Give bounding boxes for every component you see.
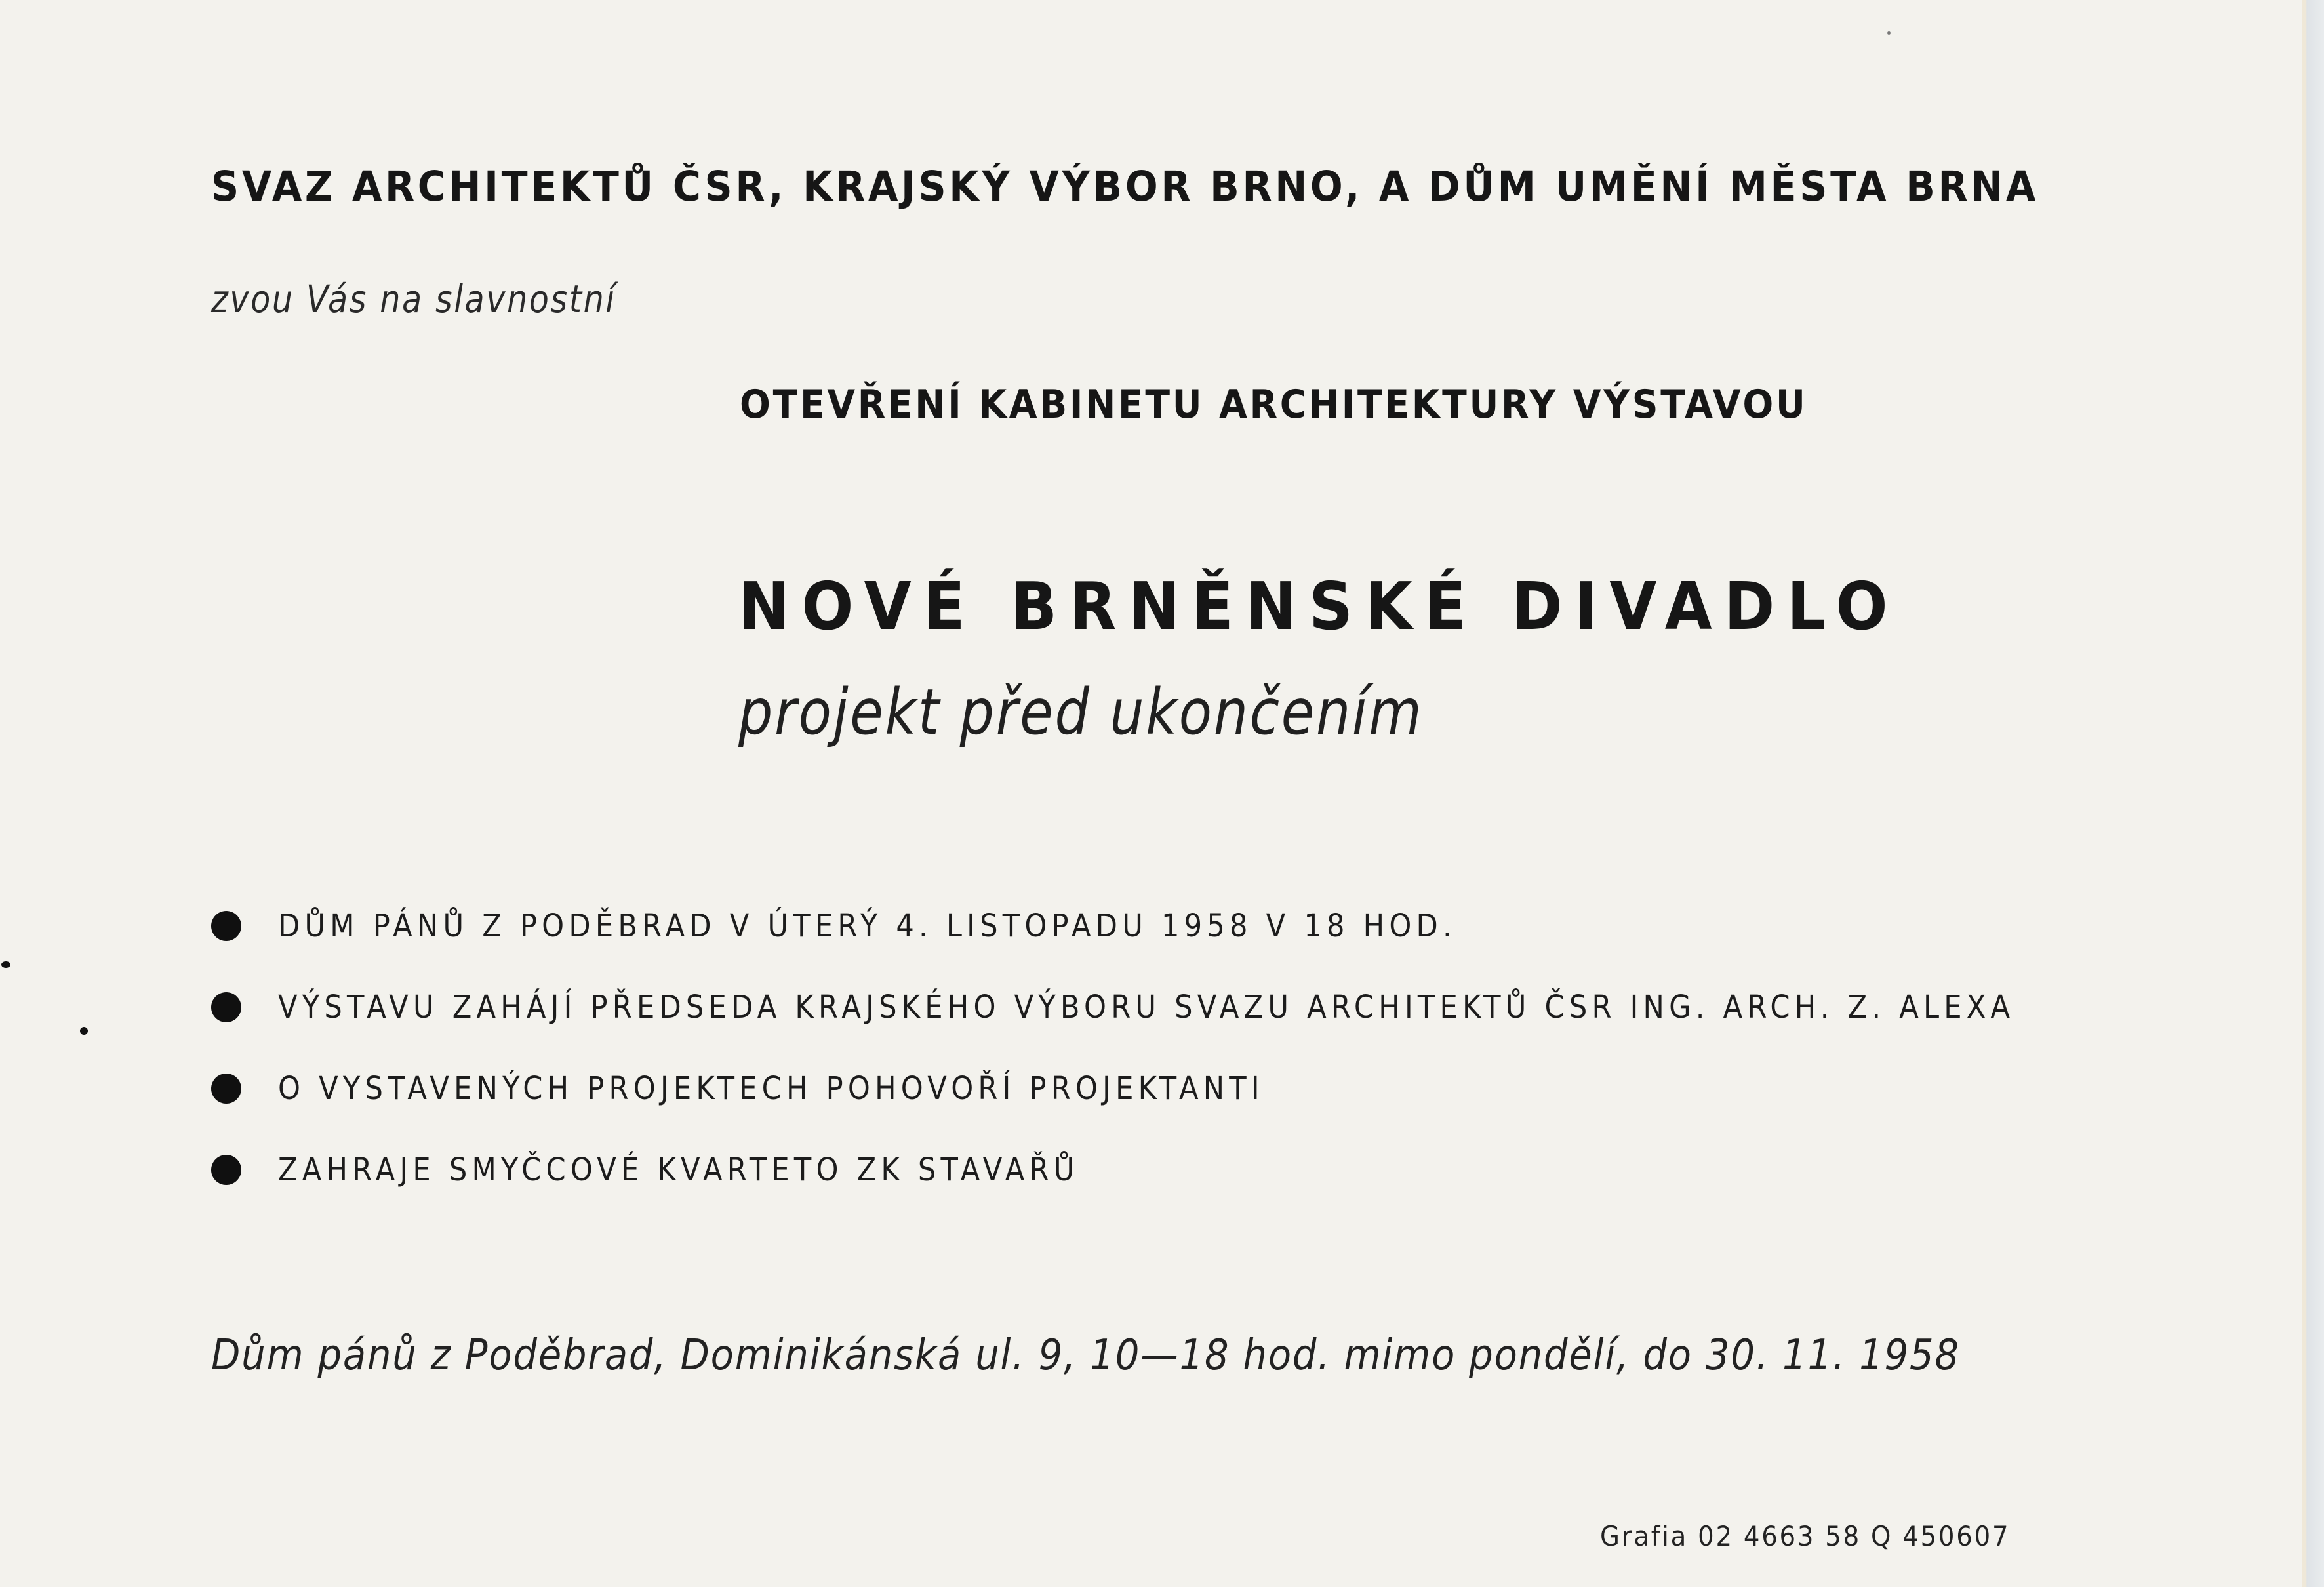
ink-speck (1887, 31, 1891, 35)
program-item (211, 885, 2208, 967)
exhibition-title: NOVÉ BRNĚNSKÉ DIVADLO (738, 568, 1900, 645)
bullet-dot-icon (211, 1074, 241, 1104)
ink-speck (1, 961, 10, 968)
bullet-dot-icon (211, 1155, 241, 1185)
program-item-text: VÝSTAVU ZAHÁJÍ PŘEDSEDA KRAJSKÉHO VÝBORU SVAZU ARCHITEKTŮ ČSR ING. ARCH. Z. ALEXA (278, 989, 2015, 1026)
program-item (211, 1129, 2208, 1211)
program-item-text: ZAHRAJE SMYČCOVÉ KVARTETO ZK STAVAŘŮ (278, 1152, 1079, 1188)
program-list (211, 885, 2208, 1211)
program-item-text: O VYSTAVENÝCH PROJEKTECH POHOVOŘÍ PROJEKTANTI (278, 1070, 1264, 1107)
invite-line: zvou Vás na slavnostní (211, 277, 616, 321)
exhibition-subtitle: projekt před ukončením (738, 675, 1424, 749)
organizers-header: SVAZ ARCHITEKTŮ ČSR, KRAJSKÝ VÝBOR BRNO, A DŮM UMĚNÍ MĚSTA BRNA (211, 163, 2039, 211)
program-item (211, 1048, 2208, 1129)
program-item-text: DŮM PÁNŮ Z PODĚBRAD V ÚTERÝ 4. LISTOPADU 1958 V 18 HOD. (278, 908, 1456, 944)
bullet-dot-icon (211, 992, 241, 1022)
ink-speck (80, 1027, 88, 1035)
bullet-dot-icon (211, 911, 241, 941)
program-item (211, 967, 2208, 1048)
printer-imprint: Grafia 02 4663 58 Q 450607 (1600, 1520, 2011, 1552)
scan-edge (2302, 0, 2324, 1587)
venue-hours-line: Dům pánů z Poděbrad, Dominikánská ul. 9, 10—18 hod. mimo pondělí, do 30. 11. 1958 (211, 1331, 1960, 1380)
event-title: OTEVŘENÍ KABINETU ARCHITEKTURY VÝSTAVOU (740, 382, 1808, 428)
